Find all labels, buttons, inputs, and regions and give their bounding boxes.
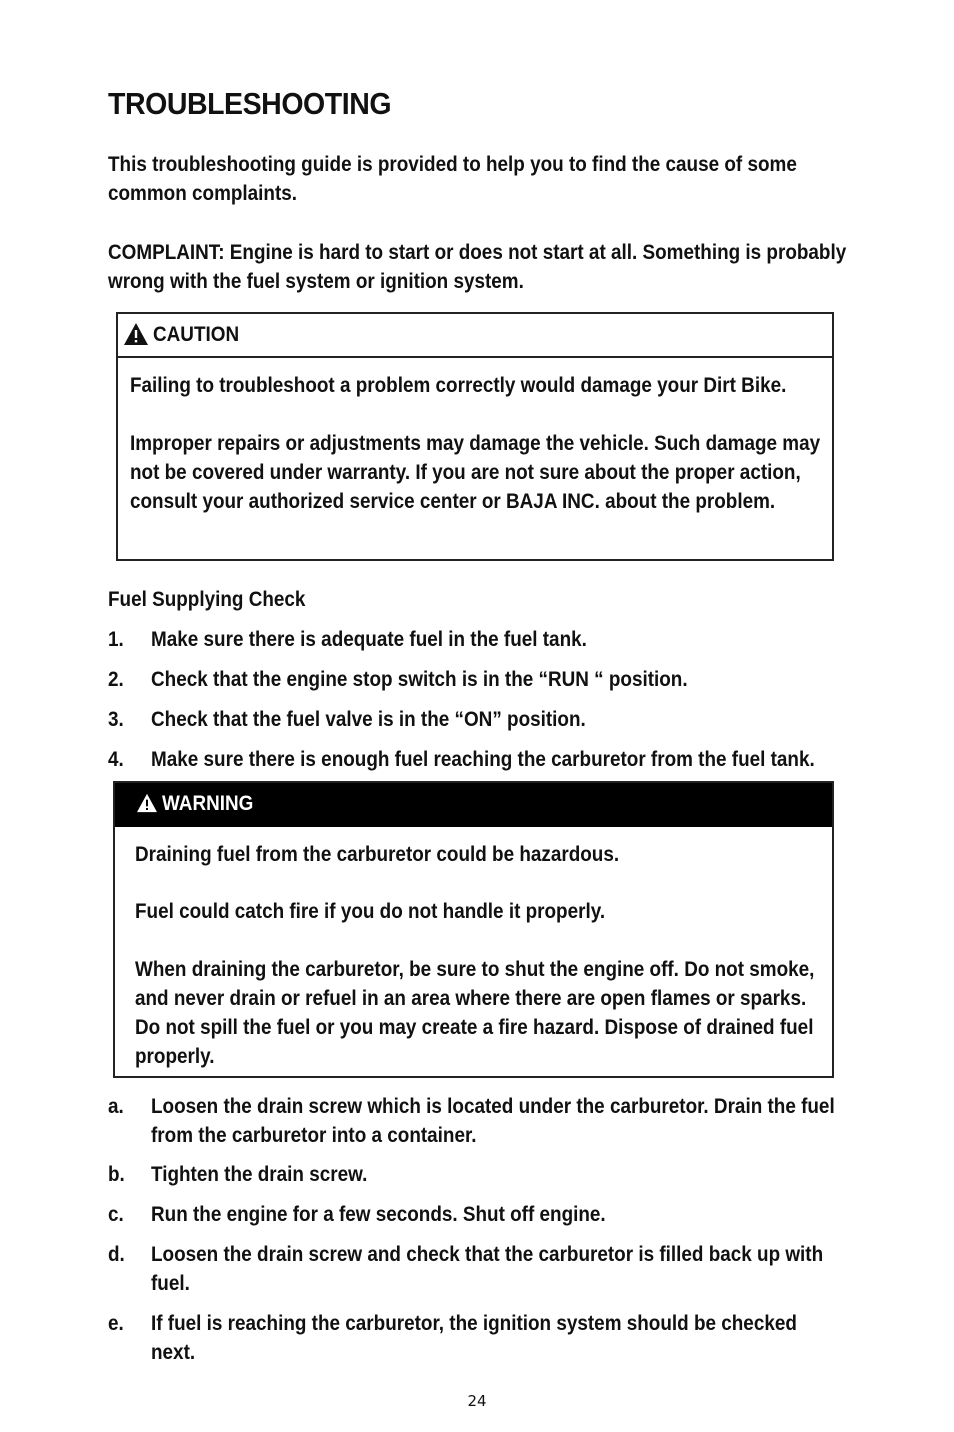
fuel-check-heading: Fuel Supplying Check xyxy=(108,588,306,611)
list-item-number: 4. xyxy=(108,748,124,771)
caution-header xyxy=(118,314,832,358)
list-item-letter: c. xyxy=(108,1203,124,1226)
list-item-letter: d. xyxy=(108,1243,125,1266)
warning-header xyxy=(115,783,832,827)
page-title: TROUBLESHOOTING xyxy=(108,86,392,121)
list-item-text: Check that the engine stop switch is in the “RUN “ position. xyxy=(151,668,688,691)
warning-text-1: Draining fuel from the carburetor could be hazardous. xyxy=(135,843,620,866)
page-number: 24 xyxy=(467,1392,487,1410)
list-item-text: Loosen the drain screw which is located under the carburetor. Drain the fuel from the carburetor into a container. xyxy=(151,1095,835,1147)
warning-label: WARNING xyxy=(162,792,254,815)
caution-text-2: Improper repairs or adjustments may damage the vehicle. Such damage may not be covered under warranty. If you are not sure about the proper action, consult your authorized service center or BAJA INC. about the problem. xyxy=(130,432,821,513)
caution-text-1: Failing to troubleshoot a problem correctly would damage your Dirt Bike. xyxy=(130,374,787,397)
list-item-text: Run the engine for a few seconds. Shut off engine. xyxy=(151,1203,606,1226)
intro-paragraph: This troubleshooting guide is provided to help you to find the cause of some common complaints. xyxy=(108,153,797,205)
list-item-text: Check that the fuel valve is in the “ON” position. xyxy=(151,708,586,731)
warning-triangle-icon xyxy=(123,322,149,346)
warning-text-2: Fuel could catch fire if you do not handle it properly. xyxy=(135,900,606,923)
list-item-number: 2. xyxy=(108,668,124,691)
list-item-letter: a. xyxy=(108,1095,124,1118)
warning-triangle-icon xyxy=(136,793,158,813)
caution-label: CAUTION xyxy=(153,323,240,346)
list-item-letter: b. xyxy=(108,1163,125,1186)
warning-box xyxy=(113,781,834,1078)
list-item-text: Loosen the drain screw and check that the carburetor is filled back up with fuel. xyxy=(151,1243,824,1295)
list-item-text: Tighten the drain screw. xyxy=(151,1163,368,1186)
caution-box xyxy=(116,312,834,561)
list-item-number: 3. xyxy=(108,708,124,731)
complaint-paragraph: COMPLAINT: Engine is hard to start or does not start at all. Something is probably wrong with the fuel system or ignition system. xyxy=(108,241,847,293)
list-item-text: If fuel is reaching the carburetor, the ignition system should be checked next. xyxy=(151,1312,797,1364)
list-item-letter: e. xyxy=(108,1312,124,1335)
warning-text-3: When draining the carburetor, be sure to shut the engine off. Do not smoke, and never drain or refuel in an area where there are open flames or sparks. Do not spill the fuel or you may create a fire hazard. Dispose of drained fuel properly. xyxy=(135,958,815,1068)
list-item-number: 1. xyxy=(108,628,124,651)
list-item-text: Make sure there is adequate fuel in the fuel tank. xyxy=(151,628,587,651)
list-item-text: Make sure there is enough fuel reaching the carburetor from the fuel tank. xyxy=(151,748,815,771)
